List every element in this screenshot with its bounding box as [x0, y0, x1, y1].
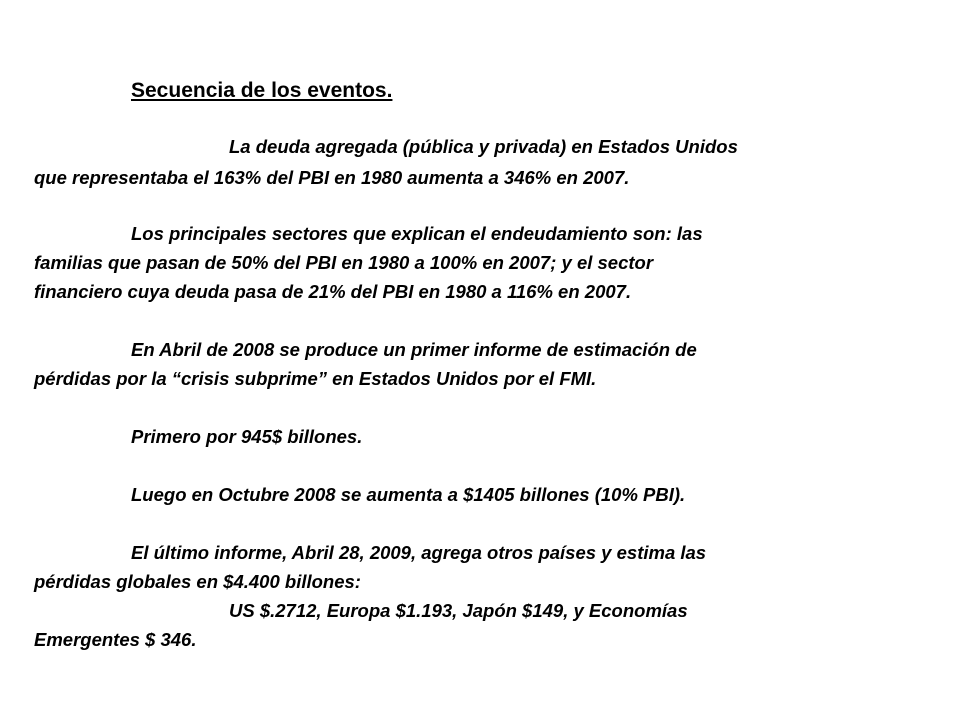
document-title: Secuencia de los eventos.: [131, 79, 393, 102]
text-line: Los principales sectores que explican el endeudamiento son: las: [131, 223, 703, 244]
text-line: La deuda agregada (pública y privada) en Estados Unidos: [229, 136, 738, 157]
text-line: Primero por 945$ billones.: [131, 426, 363, 447]
text-line: El último informe, Abril 28, 2009, agrega otros países y estima las: [131, 542, 707, 563]
text-line: familias que pasan de 50% del PBI en 1980 a 100% en 2007; y el sector: [34, 252, 654, 273]
text-line: pérdidas globales en $4.400 billones:: [34, 571, 361, 592]
text-line: En Abril de 2008 se produce un primer informe de estimación de: [131, 339, 697, 360]
text-line: US $.2712, Europa $1.193, Japón $149, y Economías: [229, 600, 688, 621]
text-line: Luego en Octubre 2008 se aumenta a $1405 billones (10% PBI).: [131, 484, 686, 505]
text-line: financiero cuya deuda pasa de 21% del PBI en 1980 a 116% en 2007.: [34, 281, 632, 302]
text-line: que representaba el 163% del PBI en 1980 aumenta a 346% en 2007.: [34, 167, 630, 188]
text-line: Emergentes $ 346.: [34, 629, 197, 650]
text-line: pérdidas por la “crisis subprime” en Estados Unidos por el FMI.: [34, 368, 597, 389]
